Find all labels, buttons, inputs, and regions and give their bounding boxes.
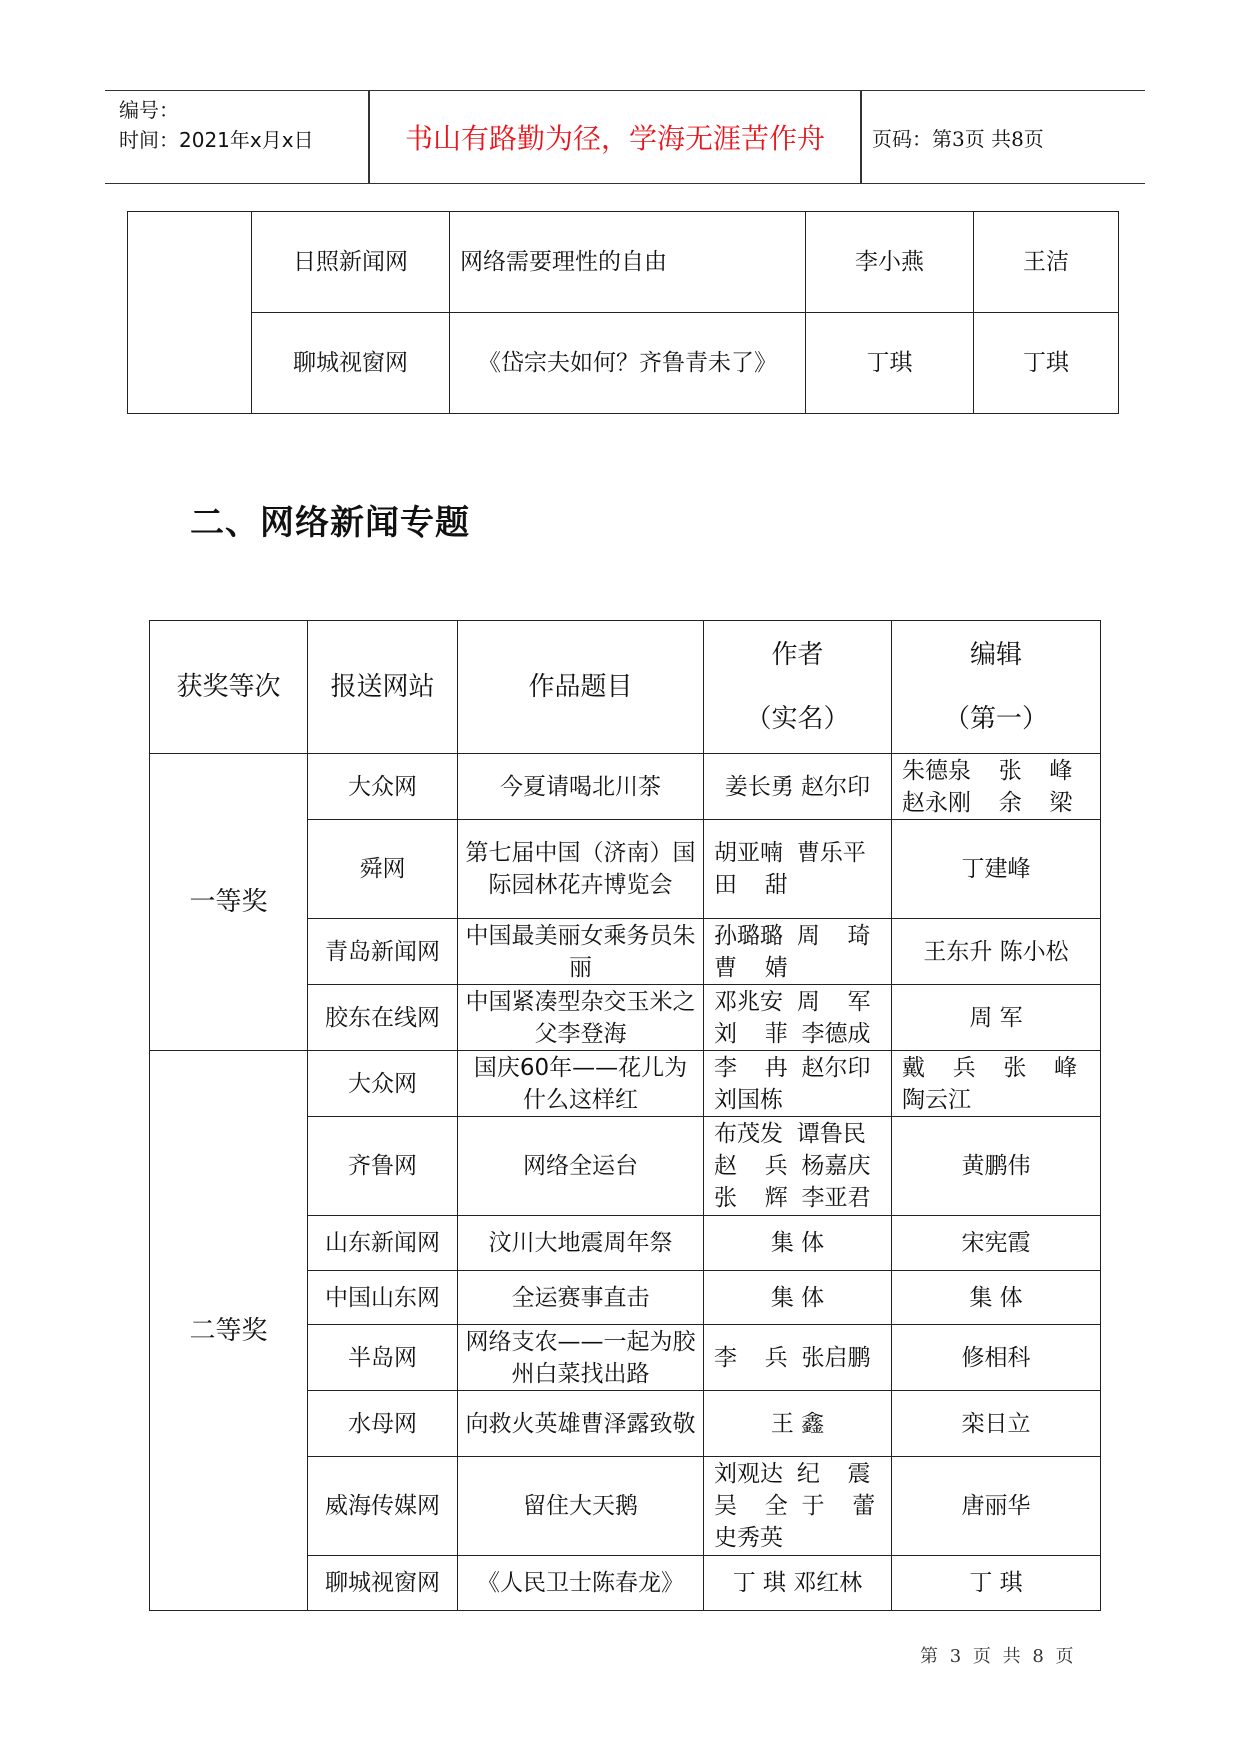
author-cell: 布茂发 谭鲁民 赵 兵 杨嘉庆 张 辉 李亚君 — [704, 1117, 892, 1216]
author-cell: 胡亚喃 曹乐平 田 甜 — [704, 820, 892, 919]
time-label: 时间：2021年x月x日 — [119, 128, 314, 152]
title-cell: 第七届中国（济南）国际园林花卉博览会 — [458, 820, 704, 919]
title-cell: 汶川大地震周年祭 — [458, 1216, 704, 1271]
header-motto: 书山有路勤为径，学海无涯苦作舟 — [404, 122, 825, 155]
title-cell: 网络全运台 — [458, 1117, 704, 1216]
title-cell: 中国紧凑型杂交玉米之父李登海 — [458, 985, 704, 1051]
author-cell: 刘观达 纪 震 吴 全 于 蕾 史秀英 — [704, 1457, 892, 1556]
award-table-continued — [127, 211, 1119, 414]
header-author-line1: 作者 — [771, 640, 824, 670]
header-site: 报送网站 — [308, 621, 458, 754]
header-row — [150, 621, 1101, 754]
editor-cell: 栾日立 — [892, 1391, 1101, 1457]
title-cell: 全运赛事直击 — [458, 1271, 704, 1325]
site-cell: 山东新闻网 — [308, 1216, 458, 1271]
editor-cell: 丁建峰 — [892, 820, 1101, 919]
table-row — [128, 212, 1119, 313]
author-cell: 集 体 — [704, 1216, 892, 1271]
header-title: 作品题目 — [458, 621, 704, 754]
author-cell: 李 兵 张启鹏 — [704, 1325, 892, 1391]
site-cell: 舜网 — [308, 820, 458, 919]
site-cell: 大众网 — [308, 1051, 458, 1117]
header-divider — [860, 91, 862, 183]
header-page-label: 页码：第3页 共8页 — [872, 126, 1044, 151]
header-author-line2: （实名） — [745, 704, 850, 734]
site-cell: 聊城视窗网 — [308, 1556, 458, 1611]
page-header — [105, 90, 1145, 184]
author-cell: 丁 琪 邓红林 — [704, 1556, 892, 1611]
editor-cell: 集 体 — [892, 1271, 1101, 1325]
header-meta — [119, 95, 314, 155]
author-cell: 丁琪 — [806, 313, 974, 414]
title-cell: 《人民卫士陈春龙》 — [458, 1556, 704, 1611]
prize-level-second: 二等奖 — [150, 1051, 308, 1611]
title-cell: 今夏请喝北川茶 — [458, 754, 704, 820]
author-cell: 王 鑫 — [704, 1391, 892, 1457]
prize-level-first: 一等奖 — [150, 754, 308, 1051]
header-editor-line2: （第一） — [943, 704, 1048, 734]
author-cell: 邓兆安 周 军 刘 菲 李德成 — [704, 985, 892, 1051]
header-author — [704, 621, 892, 754]
header-editor — [892, 621, 1101, 754]
site-cell: 聊城视窗网 — [252, 313, 450, 414]
editor-cell: 唐丽华 — [892, 1457, 1101, 1556]
section-title: 二、网络新闻专题 — [190, 503, 470, 543]
author-cell: 姜长勇 赵尔印 — [704, 754, 892, 820]
site-cell: 青岛新闻网 — [308, 919, 458, 985]
editor-cell: 修相科 — [892, 1325, 1101, 1391]
site-cell: 齐鲁网 — [308, 1117, 458, 1216]
table-row — [150, 1051, 1101, 1117]
title-cell: 留住大天鹅 — [458, 1457, 704, 1556]
header-editor-line1: 编辑 — [969, 640, 1022, 670]
site-cell: 中国山东网 — [308, 1271, 458, 1325]
author-cell: 孙璐璐 周 琦 曹 婧 — [704, 919, 892, 985]
editor-cell: 王洁 — [974, 212, 1119, 313]
site-cell: 半岛网 — [308, 1325, 458, 1391]
title-cell: 中国最美丽女乘务员朱丽 — [458, 919, 704, 985]
site-cell: 日照新闻网 — [252, 212, 450, 313]
level-cell — [128, 212, 252, 414]
site-cell: 胶东在线网 — [308, 985, 458, 1051]
author-cell: 李小燕 — [806, 212, 974, 313]
site-cell: 威海传媒网 — [308, 1457, 458, 1556]
award-table — [149, 620, 1101, 1611]
table-row — [128, 313, 1119, 414]
editor-cell: 戴 兵 张 峰 陶云江 — [892, 1051, 1101, 1117]
title-cell: 网络需要理性的自由 — [450, 212, 806, 313]
title-cell: 《岱宗夫如何？齐鲁青未了》 — [450, 313, 806, 414]
editor-cell: 周 军 — [892, 985, 1101, 1051]
editor-cell: 朱德泉 张 峰 赵永刚 余 梁 — [892, 754, 1101, 820]
table-row — [150, 754, 1101, 820]
editor-cell: 王东升 陈小松 — [892, 919, 1101, 985]
editor-cell: 宋宪霞 — [892, 1216, 1101, 1271]
page-footer: 第 3 页 共 8 页 — [920, 1646, 1077, 1667]
header-level: 获奖等次 — [150, 621, 308, 754]
site-cell: 水母网 — [308, 1391, 458, 1457]
author-cell: 李 冉 赵尔印 刘国栋 — [704, 1051, 892, 1117]
author-cell: 集 体 — [704, 1271, 892, 1325]
editor-cell: 丁琪 — [974, 313, 1119, 414]
editor-cell: 黄鹏伟 — [892, 1117, 1101, 1216]
site-cell: 大众网 — [308, 754, 458, 820]
number-label: 编号： — [119, 98, 179, 122]
title-cell: 向救火英雄曹泽露致敬 — [458, 1391, 704, 1457]
title-cell: 国庆60年——花儿为什么这样红 — [458, 1051, 704, 1117]
editor-cell: 丁 琪 — [892, 1556, 1101, 1611]
title-cell: 网络支农——一起为胶州白菜找出路 — [458, 1325, 704, 1391]
